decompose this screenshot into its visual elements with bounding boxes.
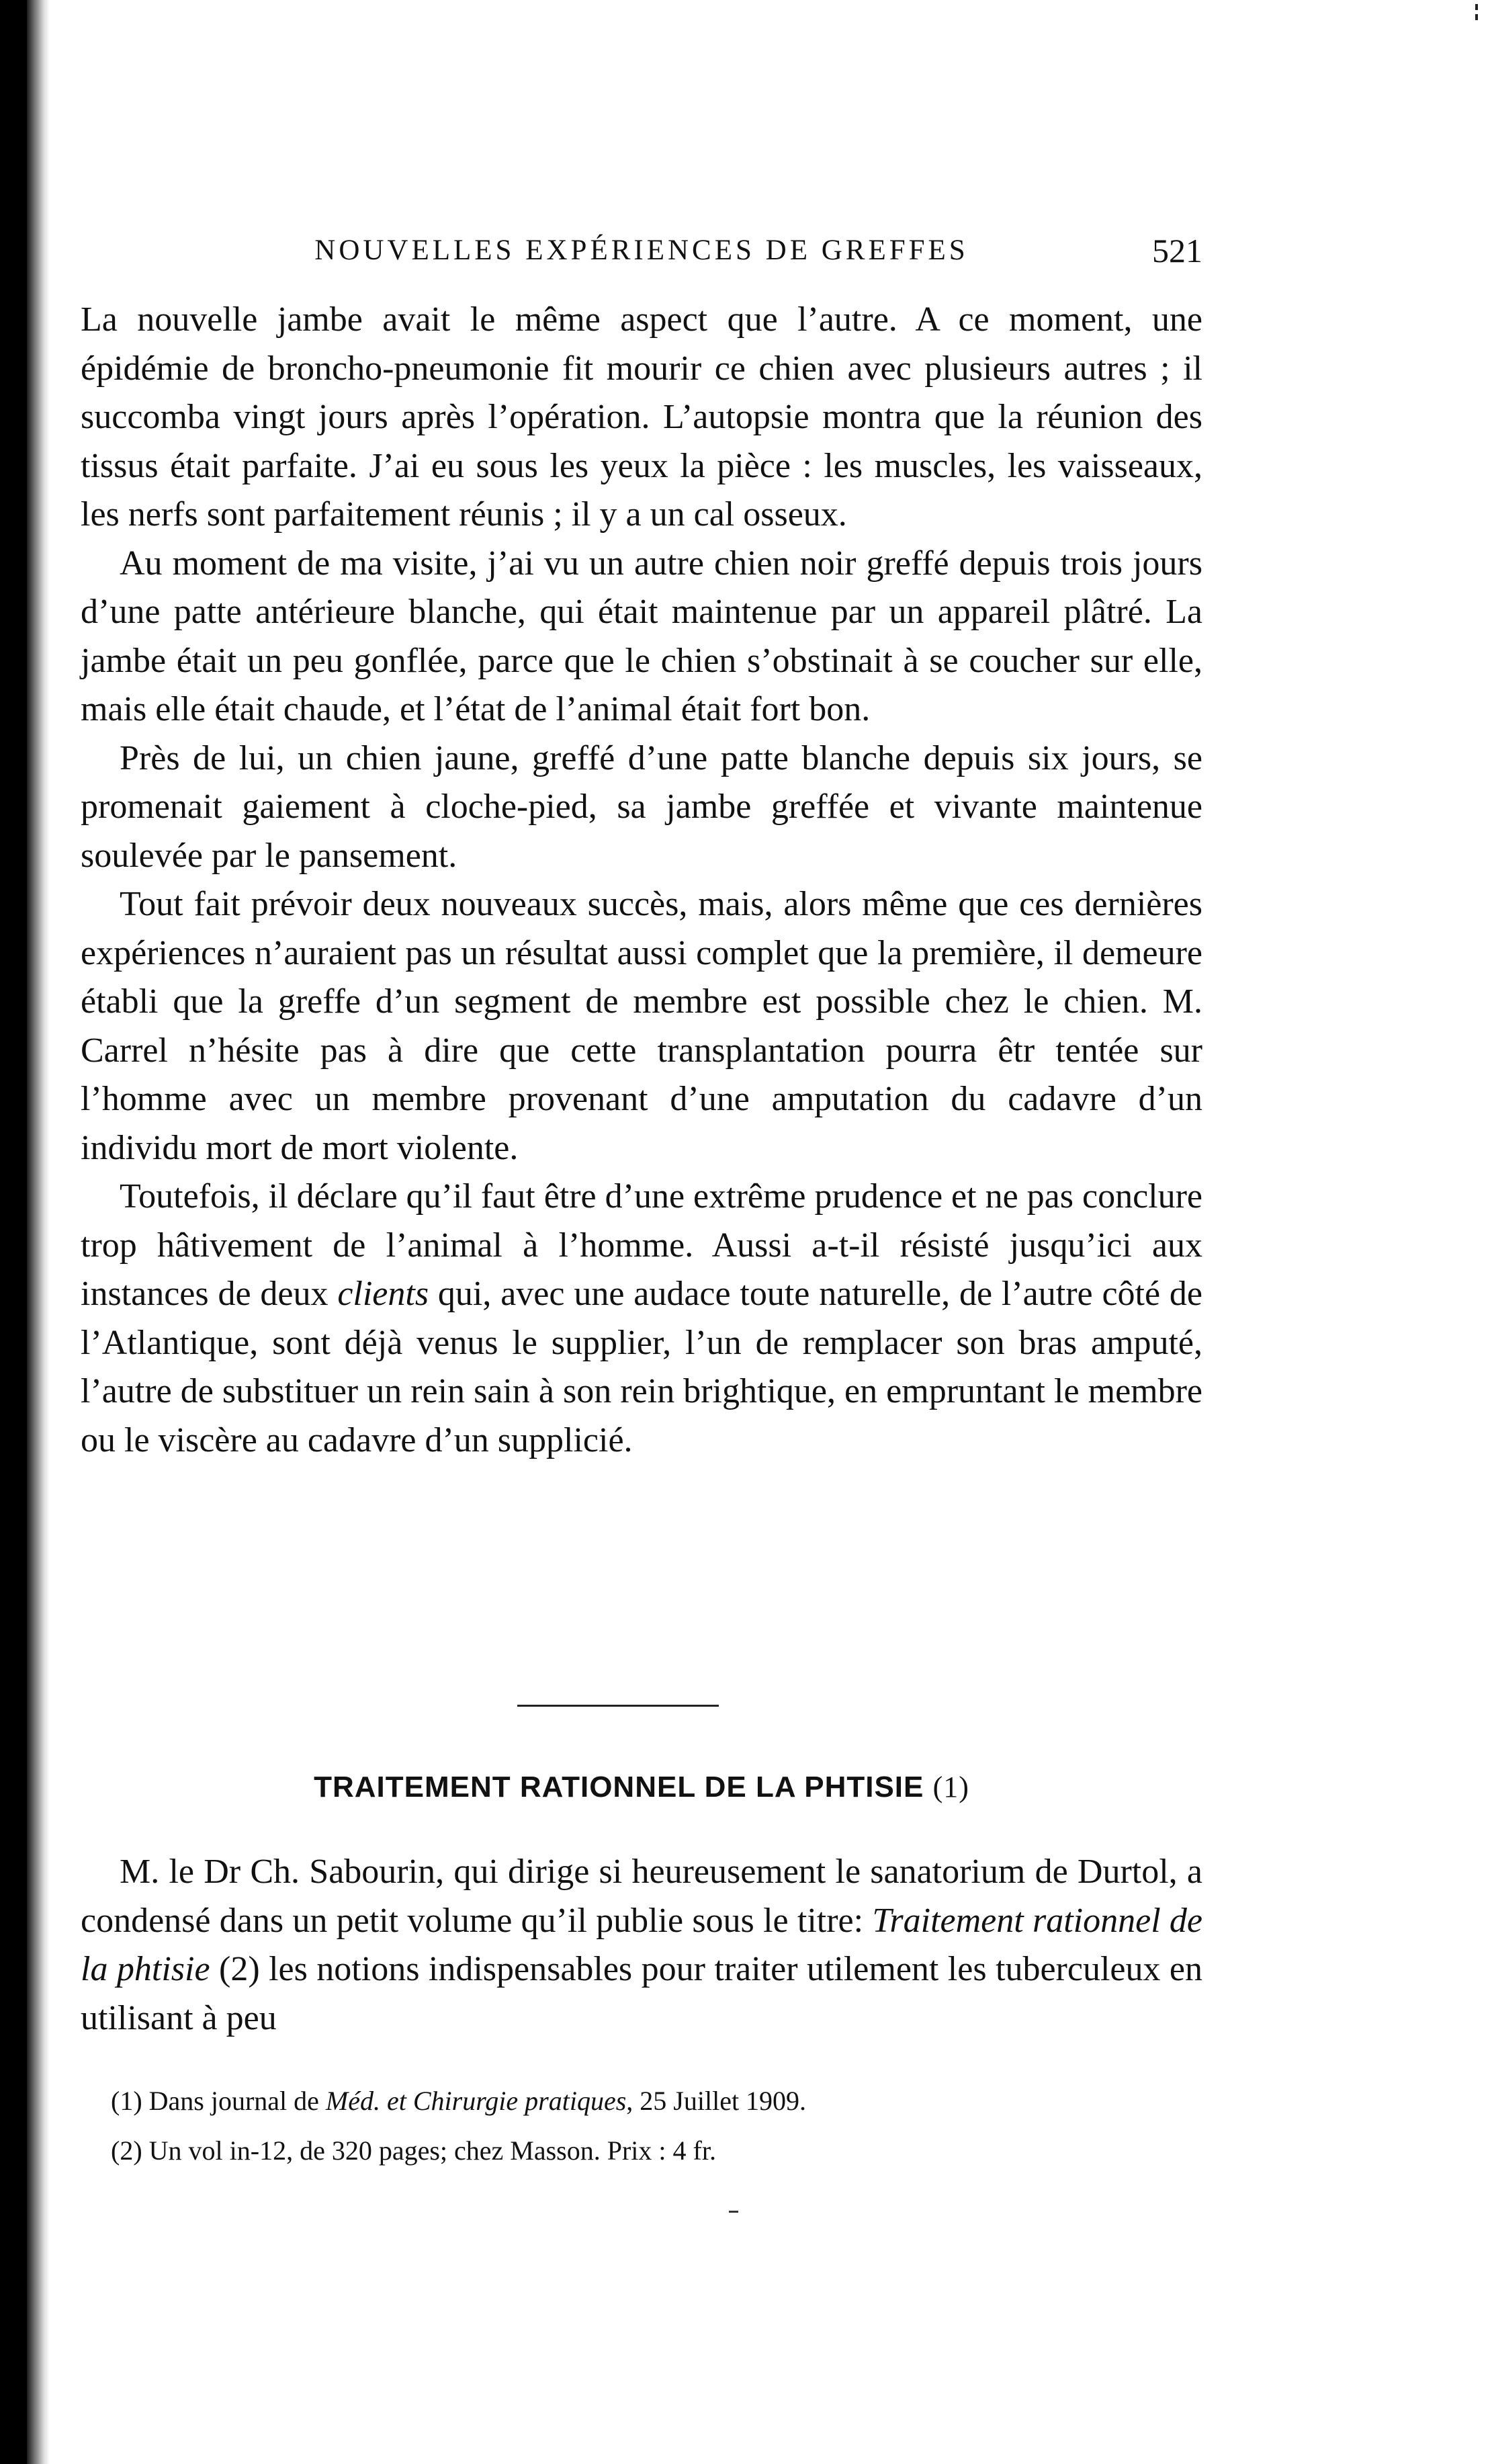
section-body: [81, 1848, 1202, 2043]
footnote-text: Dans journal de: [142, 2086, 326, 2116]
paragraph: La nouvelle jambe avait le même aspect que l’autre. A ce moment, une épidémie de broncho-pneumonie fit mourir ce chien avec plusieurs autres ; il succomba vingt jours après l’opération. L’autopsie montra que la réunion des tissus était parfaite. J’ai eu sous les yeux la pièce : les muscles, les vaisseaux, les nerfs sont parfaitement réunis ; il y a un cal osseux.: [81, 300, 1202, 534]
binding-gradient: [27, 0, 50, 2464]
footnote-1: [111, 2076, 1202, 2126]
edge-mark: [1475, 4, 1479, 31]
paragraph: Près de lui, un chien jaune, greffé d’une patte blanche depuis six jours, se promenait gaiement à cloche-pied, sa jambe greffée et vivante maintenue soulevée par le pansement.: [81, 738, 1202, 875]
binding-shadow: [0, 0, 27, 2464]
paragraph: Au moment de ma visite, j’ai vu un autre chien noir greffé depuis trois jours d’une patte antérieure blanche, qui était maintenue par un appareil plâtré. La jambe était un peu gonflée, parce que le chien s’obstinait à se coucher sur elle, mais elle était chaude, et l’état de l’animal était fort bon.: [81, 544, 1202, 728]
article-body: [81, 296, 1202, 1465]
paragraph-text: M. le Dr Ch. Sabourin, qui dirige si heureusement le sanatorium de Durtol, a condensé dans un petit volume qu’il publie sous le titre:: [81, 1853, 1202, 1940]
paragraph: Tout fait prévoir deux nouveaux succès, mais, alors même que ces dernières expériences n’auraient pas un résultat aussi complet que la première, il demeure établi que la greffe d’un segment de membre est possible chez le chien. M. Carrel n’hésite pas à dire que cette transplantation pourra êtr tentée sur l’homme avec un membre provenant d’une amputation du cadavre d’un individu mort de mort violente.: [81, 885, 1202, 1167]
footnote-ref: (1): [932, 1771, 969, 1803]
italic-word: clients: [337, 1275, 429, 1313]
paragraph: [81, 1848, 1202, 2043]
paragraph-text: (2) les notions indispensables pour traiter utilement les tuberculeux en utilisant à peu: [81, 1950, 1202, 2037]
section-heading: [81, 1766, 1202, 1809]
journal-title: Méd. et Chirurgie pratiques: [325, 2086, 627, 2116]
footnote-text: , 25 Juillet 1909.: [626, 2086, 807, 2116]
paragraph-text: Toutefois, il déclare qu’il faut être d’une extrême prudence et ne pas conclure trop hâtivement de l’animal à l’homme. Aussi a-t-il résisté jusqu’ici aux instances de deux: [81, 1177, 1202, 1313]
page-number: 521: [1152, 232, 1202, 269]
footnote-marker: (1): [111, 2086, 142, 2116]
ink-speck: [729, 2211, 738, 2213]
book-title: Traitement rationnel de la phtisie: [81, 1901, 1202, 1988]
running-title: NOUVELLES EXPÉRIENCES DE GREFFES: [314, 235, 969, 266]
paragraph: [81, 1173, 1202, 1465]
footnote-2: [111, 2126, 1202, 2176]
footnotes: [111, 2076, 1202, 2176]
section-divider: [517, 1705, 719, 1707]
paragraph-text: qui, avec une audace toute naturelle, de l’autre côté de l’Atlantique, sont déjà venus le supplier, l’un de remplacer son bras amputé, l’autre de substituer un rein sain à son rein brightique, en empruntant le membre ou le viscère au cadavre d’un supplicié.: [81, 1275, 1202, 1459]
section-heading-text: TRAITEMENT RATIONNEL DE LA PHTISIE: [314, 1771, 924, 1803]
footnote-marker: (2): [111, 2135, 142, 2166]
footnote-text: Un vol in-12, de 320 pages; chez Masson. Prix : 4 fr.: [142, 2135, 716, 2166]
page-header: [81, 227, 1202, 274]
